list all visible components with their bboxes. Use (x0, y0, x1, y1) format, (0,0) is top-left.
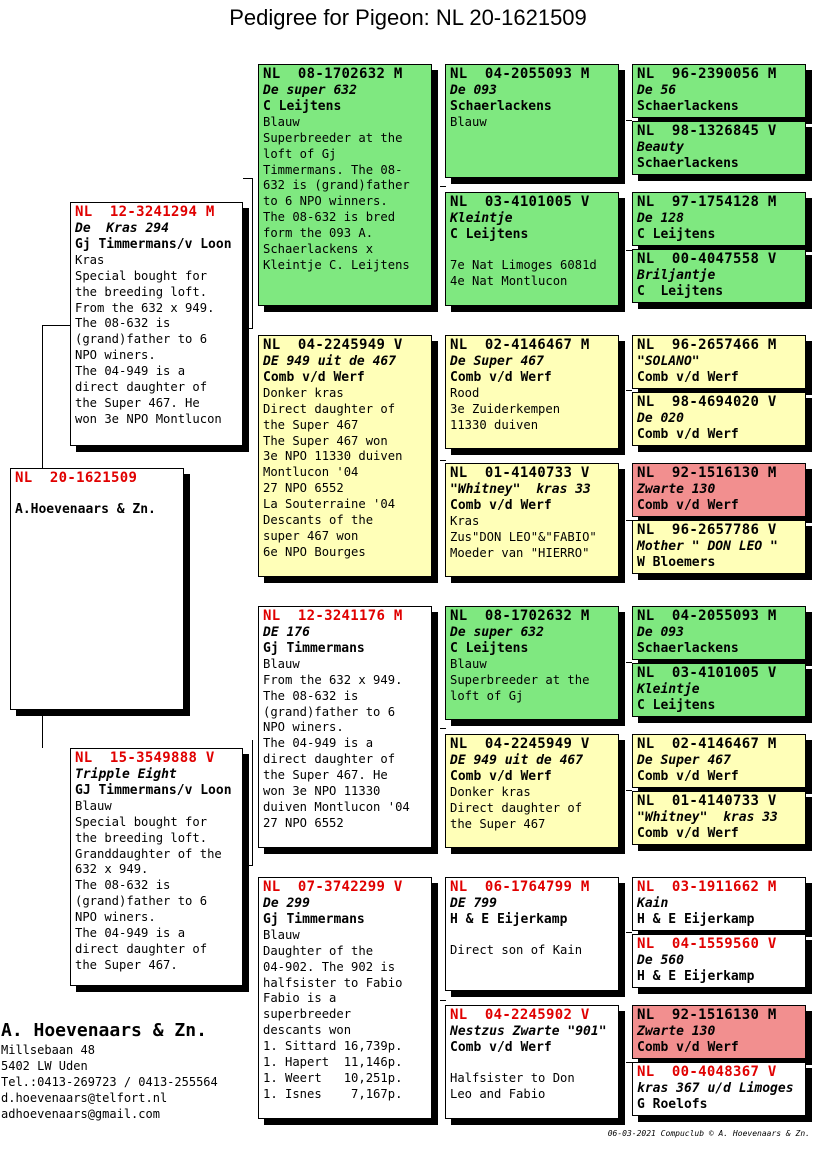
pigeon-name: Kleintje (450, 211, 513, 226)
gen3-card[interactable] (445, 64, 619, 178)
note: Blauw (450, 114, 487, 129)
ring-number: NL 98-1326845 V (637, 123, 777, 139)
note: the breeding loft. (75, 830, 208, 845)
breeder-city: 5402 LW Uden (1, 1059, 88, 1073)
pigeon-name: "Whitney" kras 33 (450, 482, 591, 497)
ring-number: NL 20-1621509 (15, 470, 138, 486)
owner: Comb v/d Werf (450, 1039, 552, 1055)
note: 6e NPO Bourges (263, 544, 366, 559)
connector (440, 186, 446, 187)
gen4-card[interactable] (632, 121, 806, 175)
ring-number: NL 04-2245949 V (263, 337, 403, 353)
pigeon-name: De 093 (450, 83, 497, 98)
note: direct daughter of (75, 380, 208, 395)
note: 1. Sittard 16,739p. (263, 1039, 403, 1054)
grandsire-paternal-card[interactable] (258, 64, 432, 306)
gen4-card[interactable] (632, 1062, 806, 1116)
note: The 08-632 is (75, 878, 171, 893)
owner: Comb v/d Werf (637, 1039, 739, 1055)
owner: H & E Eijerkamp (637, 968, 755, 984)
note: 7e Nat Limoges 6081d (450, 257, 597, 272)
note: (grand)father to 6 (263, 704, 396, 719)
ring-number: NL 92-1516130 M (637, 1007, 777, 1023)
note (450, 928, 614, 943)
breeder-phone: Tel.:0413-269723 / 0413-255564 (1, 1075, 218, 1089)
owner: C Leijtens (637, 283, 724, 299)
owner: Schaerlackens (637, 640, 739, 656)
ring-number: NL 03-4101005 V (637, 665, 777, 681)
note: Blauw (75, 798, 112, 813)
note: direct daughter of (75, 941, 208, 956)
note: Zus"DON LEO"&"FABIO" (450, 529, 597, 544)
note: Kras (450, 513, 480, 528)
connector (440, 728, 446, 729)
ring-number: NL 96-2657786 V (637, 522, 777, 538)
note: Direct son of Kain (450, 942, 583, 957)
ring-number: NL 01-4140733 V (450, 465, 590, 481)
connector (440, 1000, 446, 1001)
owner: Schaerlackens (450, 98, 552, 114)
note: Moeder van "HIERRO" (450, 545, 590, 560)
granddam-maternal-card[interactable] (258, 877, 432, 1119)
connector (243, 328, 253, 329)
note: Fabio is a (263, 991, 337, 1006)
connector (243, 865, 253, 866)
note: Superbreeder at the (263, 130, 403, 145)
pigeon-name: De 56 (637, 83, 677, 98)
note: to 6 NPO winners. (263, 194, 388, 209)
owner: C Leijtens (637, 697, 716, 713)
gen4-card[interactable] (632, 877, 806, 931)
ring-number: NL 07-3742299 V (263, 879, 403, 895)
ring-number: NL 98-4694020 V (637, 394, 777, 410)
pigeon-name: Beauty (637, 140, 684, 155)
note: Timmermans. The 08- (263, 162, 403, 177)
note: direct daughter of (263, 752, 396, 767)
note: Special bought for (75, 814, 208, 829)
gen4-card[interactable] (632, 520, 806, 574)
gen4-card[interactable] (632, 791, 806, 845)
pigeon-name: De 128 (637, 211, 684, 226)
owner: C Leijtens (450, 640, 529, 656)
pigeon-name: DE 176 (263, 625, 310, 640)
note: the breeding loft. (75, 284, 208, 299)
connector (626, 390, 632, 391)
note: 04-902. The 902 is (263, 959, 396, 974)
owner: G Roelofs (637, 1096, 708, 1112)
grandsire-maternal-card[interactable] (258, 606, 432, 848)
gen3-card[interactable] (445, 1005, 619, 1119)
note: loft of Gj (450, 688, 524, 703)
pigeon-name: De super 632 (263, 83, 357, 98)
granddam-paternal-card[interactable] (258, 335, 432, 577)
note: The 04-949 is a (75, 364, 186, 379)
note: duiven Montlucon '04 (263, 799, 410, 814)
note: The Super 467 won (263, 433, 388, 448)
gen4-card[interactable] (632, 64, 806, 118)
connector (252, 740, 253, 865)
connector (42, 325, 43, 470)
pigeon-name: Nestzus Zwarte "901" (450, 1024, 607, 1039)
gen4-card[interactable] (632, 734, 806, 788)
ring-number: NL 08-1702632 M (263, 66, 403, 82)
gen3-card[interactable] (445, 734, 619, 848)
pigeon-name: "Whitney" kras 33 (637, 810, 778, 825)
owner: C Leijtens (263, 98, 342, 114)
owner: W Bloemers (637, 554, 716, 570)
gen4-card[interactable] (632, 192, 806, 246)
pigeon-name: De Super 467 (450, 354, 544, 369)
note: loft of Gj (263, 146, 337, 161)
owner: C Leijtens (637, 226, 716, 242)
note: Daughter of the (263, 943, 374, 958)
note: 1. Weert 10,251p. (263, 1070, 403, 1085)
note: Blauw (263, 114, 300, 129)
ring-number: NL 97-1754128 M (637, 194, 777, 210)
gen3-card[interactable] (445, 877, 619, 991)
pigeon-name: Briljantje (637, 268, 716, 283)
note: (grand)father to 6 (75, 894, 208, 909)
note: won 3e NPO 11330 (263, 784, 381, 799)
note: halfsister to Fabio (263, 975, 403, 990)
note: Donker kras (450, 784, 531, 799)
ring-number: NL 96-2390056 M (637, 66, 777, 82)
note: La Souterraine '04 (263, 497, 396, 512)
note: From the 632 x 949. (263, 672, 403, 687)
pigeon-name: De 093 (637, 625, 684, 640)
note: 1. Isnes 7,167p. (263, 1086, 403, 1101)
gen3-card[interactable] (445, 192, 619, 306)
ring-number: NL 04-1559560 V (637, 936, 777, 952)
ring-number: NL 04-2245949 V (450, 736, 590, 752)
note: superbreeder (263, 1007, 352, 1022)
owner: Comb v/d Werf (637, 825, 739, 841)
note: descants won (263, 1023, 352, 1038)
note: Donker kras (263, 385, 344, 400)
gen4-card[interactable] (632, 606, 806, 660)
owner: H & E Eijerkamp (637, 911, 755, 927)
owner: Comb v/d Werf (637, 369, 739, 385)
connector (440, 460, 446, 461)
ring-number: NL 12-3241294 M (75, 204, 215, 220)
note: Kras (75, 252, 105, 267)
note: Leo and Fabio (450, 1086, 546, 1101)
pigeon-name: Zwarte 130 (637, 482, 716, 497)
ring-number: NL 15-3549888 V (75, 750, 215, 766)
owner: Comb v/d Werf (637, 497, 739, 513)
note: 4e Nat Montlucon (450, 273, 568, 288)
owner: Comb v/d Werf (637, 768, 739, 784)
note: The 08-632 is (263, 688, 359, 703)
pigeon-name: DE 949 uit de 467 (450, 753, 584, 768)
pigeon-name: "SOLANO" (637, 354, 700, 369)
breeder-email[interactable]: adhoevenaars@gmail.com (1, 1107, 160, 1121)
note: The 08-632 is (75, 316, 171, 331)
note: Rood (450, 385, 480, 400)
note: Descants of the (263, 513, 374, 528)
note: Special bought for (75, 268, 208, 283)
gen4-card[interactable] (632, 1005, 806, 1059)
gen3-card[interactable] (445, 335, 619, 449)
owner: A.Hoevenaars & Zn. (15, 502, 156, 517)
note: 27 NPO 6552 (263, 815, 344, 830)
gen4-card[interactable] (632, 663, 806, 717)
ring-number: NL 96-2657466 M (637, 337, 777, 353)
note: Superbreeder at the (450, 672, 590, 687)
owner: H & E Eijerkamp (450, 911, 568, 927)
pigeon-name: De super 632 (450, 625, 544, 640)
pigeon-name: DE 799 (450, 896, 497, 911)
pigeon-name: Tripple Eight (75, 767, 177, 782)
note: From the 632 x 949. (75, 300, 215, 315)
gen3-card[interactable] (445, 606, 619, 720)
owner: Gj Timmermans (263, 640, 365, 656)
pigeon-name: Mother " DON LEO " (637, 539, 778, 554)
note: Blauw (263, 656, 300, 671)
connector (42, 712, 43, 748)
gen4-card[interactable] (632, 392, 806, 446)
note: 1. Hapert 11,146p. (263, 1055, 403, 1070)
breeder-email[interactable]: d.hoevenaars@telfort.nl (1, 1091, 168, 1105)
owner: GJ Timmermans/v Loon (75, 782, 232, 798)
note: NPO winers. (75, 910, 156, 925)
owner: Comb v/d Werf (450, 369, 552, 385)
note: super 467 won (263, 528, 359, 543)
note: Schaerlackens x (263, 242, 374, 257)
note: The 04-949 is a (75, 926, 186, 941)
connector (626, 932, 632, 933)
note: NPO winers. (263, 720, 344, 735)
note: NPO winers. (75, 348, 156, 363)
note: Granddaughter of the (75, 846, 222, 861)
ring-number: NL 02-4146467 M (637, 736, 777, 752)
ring-number: NL 01-4140733 V (637, 793, 777, 809)
ring-number: NL 06-1764799 M (450, 879, 590, 895)
breeder-info (1, 1020, 218, 1122)
owner: Schaerlackens (637, 98, 739, 114)
page-title: Pedigree for Pigeon: NL 20-1621509 (229, 5, 587, 30)
note: The 04-949 is a (263, 736, 374, 751)
owner: Comb v/d Werf (450, 497, 552, 513)
note: 3e NPO 11330 duiven (263, 449, 403, 464)
note: Halfsister to Don (450, 1070, 575, 1085)
owner: Schaerlackens (637, 155, 739, 171)
connector (252, 178, 253, 328)
ring-number: NL 02-4146467 M (450, 337, 590, 353)
note: form the 093 A. (263, 226, 374, 241)
owner: Comb v/d Werf (263, 369, 365, 385)
pigeon-name: DE 949 uit de 467 (263, 354, 397, 369)
ring-number: NL 00-4048367 V (637, 1064, 777, 1080)
subject-pigeon-card[interactable] (10, 468, 184, 710)
note: 27 NPO 6552 (263, 481, 344, 496)
dam-card[interactable] (70, 748, 243, 986)
pigeon-name: Kain (637, 896, 669, 911)
gen4-card[interactable] (632, 335, 806, 389)
note: Blauw (450, 656, 487, 671)
note: 3e Zuiderkempen (450, 401, 561, 416)
pigeon-name: De 299 (263, 896, 310, 911)
note: Kleintje C. Leijtens (263, 257, 410, 272)
note: Montlucon '04 (263, 465, 359, 480)
ring-number: NL 03-1911662 M (637, 879, 777, 895)
connector (42, 325, 70, 326)
note: Direct daughter of (450, 800, 583, 815)
breeder-name: A. Hoevenaars & Zn. (1, 1020, 207, 1041)
sire-card[interactable] (70, 202, 243, 446)
owner: Gj Timmermans (263, 911, 365, 927)
connector (243, 178, 253, 179)
ring-number: NL 04-2245902 V (450, 1007, 590, 1023)
note: 632 x 949. (75, 862, 149, 877)
pigeon-name: De 560 (637, 953, 684, 968)
note: The 08-632 is bred (263, 210, 396, 225)
ring-number: NL 92-1516130 M (637, 465, 777, 481)
note (450, 243, 614, 258)
gen4-card[interactable] (632, 463, 806, 517)
note: the Super 467. (75, 957, 178, 972)
note: (grand)father to 6 (75, 332, 208, 347)
footer-credit: 06-03-2021 Compuclub © A. Hoevenaars & Zn. (607, 1129, 810, 1138)
note (450, 1056, 614, 1071)
breeder-address: Millsebaan 48 (1, 1043, 95, 1057)
ring-number: NL 04-2055093 M (637, 608, 777, 624)
note: 11330 duiven (450, 417, 539, 432)
gen4-card[interactable] (632, 934, 806, 988)
note: Blauw (263, 927, 300, 942)
pigeon-name: Zwarte 130 (637, 1024, 716, 1039)
pigeon-name: kras 367 u/d Limoges (637, 1081, 794, 1096)
note: Direct daughter of (263, 401, 396, 416)
owner: Comb v/d Werf (450, 768, 552, 784)
ring-number: NL 00-4047558 V (637, 251, 777, 267)
ring-number: NL 12-3241176 M (263, 608, 403, 624)
note: won 3e NPO Montlucon (75, 411, 222, 426)
note: the Super 467. He (75, 395, 200, 410)
note: the Super 467 (263, 417, 359, 432)
pigeon-name: Kleintje (637, 682, 700, 697)
gen3-card[interactable] (445, 463, 619, 577)
note: the Super 467. He (263, 768, 388, 783)
pigeon-name: De Super 467 (637, 753, 731, 768)
pigeon-name: De Kras 294 (75, 221, 169, 236)
gen4-card[interactable] (632, 249, 806, 303)
ring-number: NL 08-1702632 M (450, 608, 590, 624)
note: the Super 467 (450, 816, 546, 831)
owner: C Leijtens (450, 226, 529, 242)
owner: Comb v/d Werf (637, 426, 739, 442)
note: 632 is (grand)father (263, 178, 410, 193)
pigeon-name: De 020 (637, 411, 684, 426)
ring-number: NL 03-4101005 V (450, 194, 590, 210)
ring-number: NL 04-2055093 M (450, 66, 590, 82)
owner: Gj Timmermans/v Loon (75, 236, 232, 252)
